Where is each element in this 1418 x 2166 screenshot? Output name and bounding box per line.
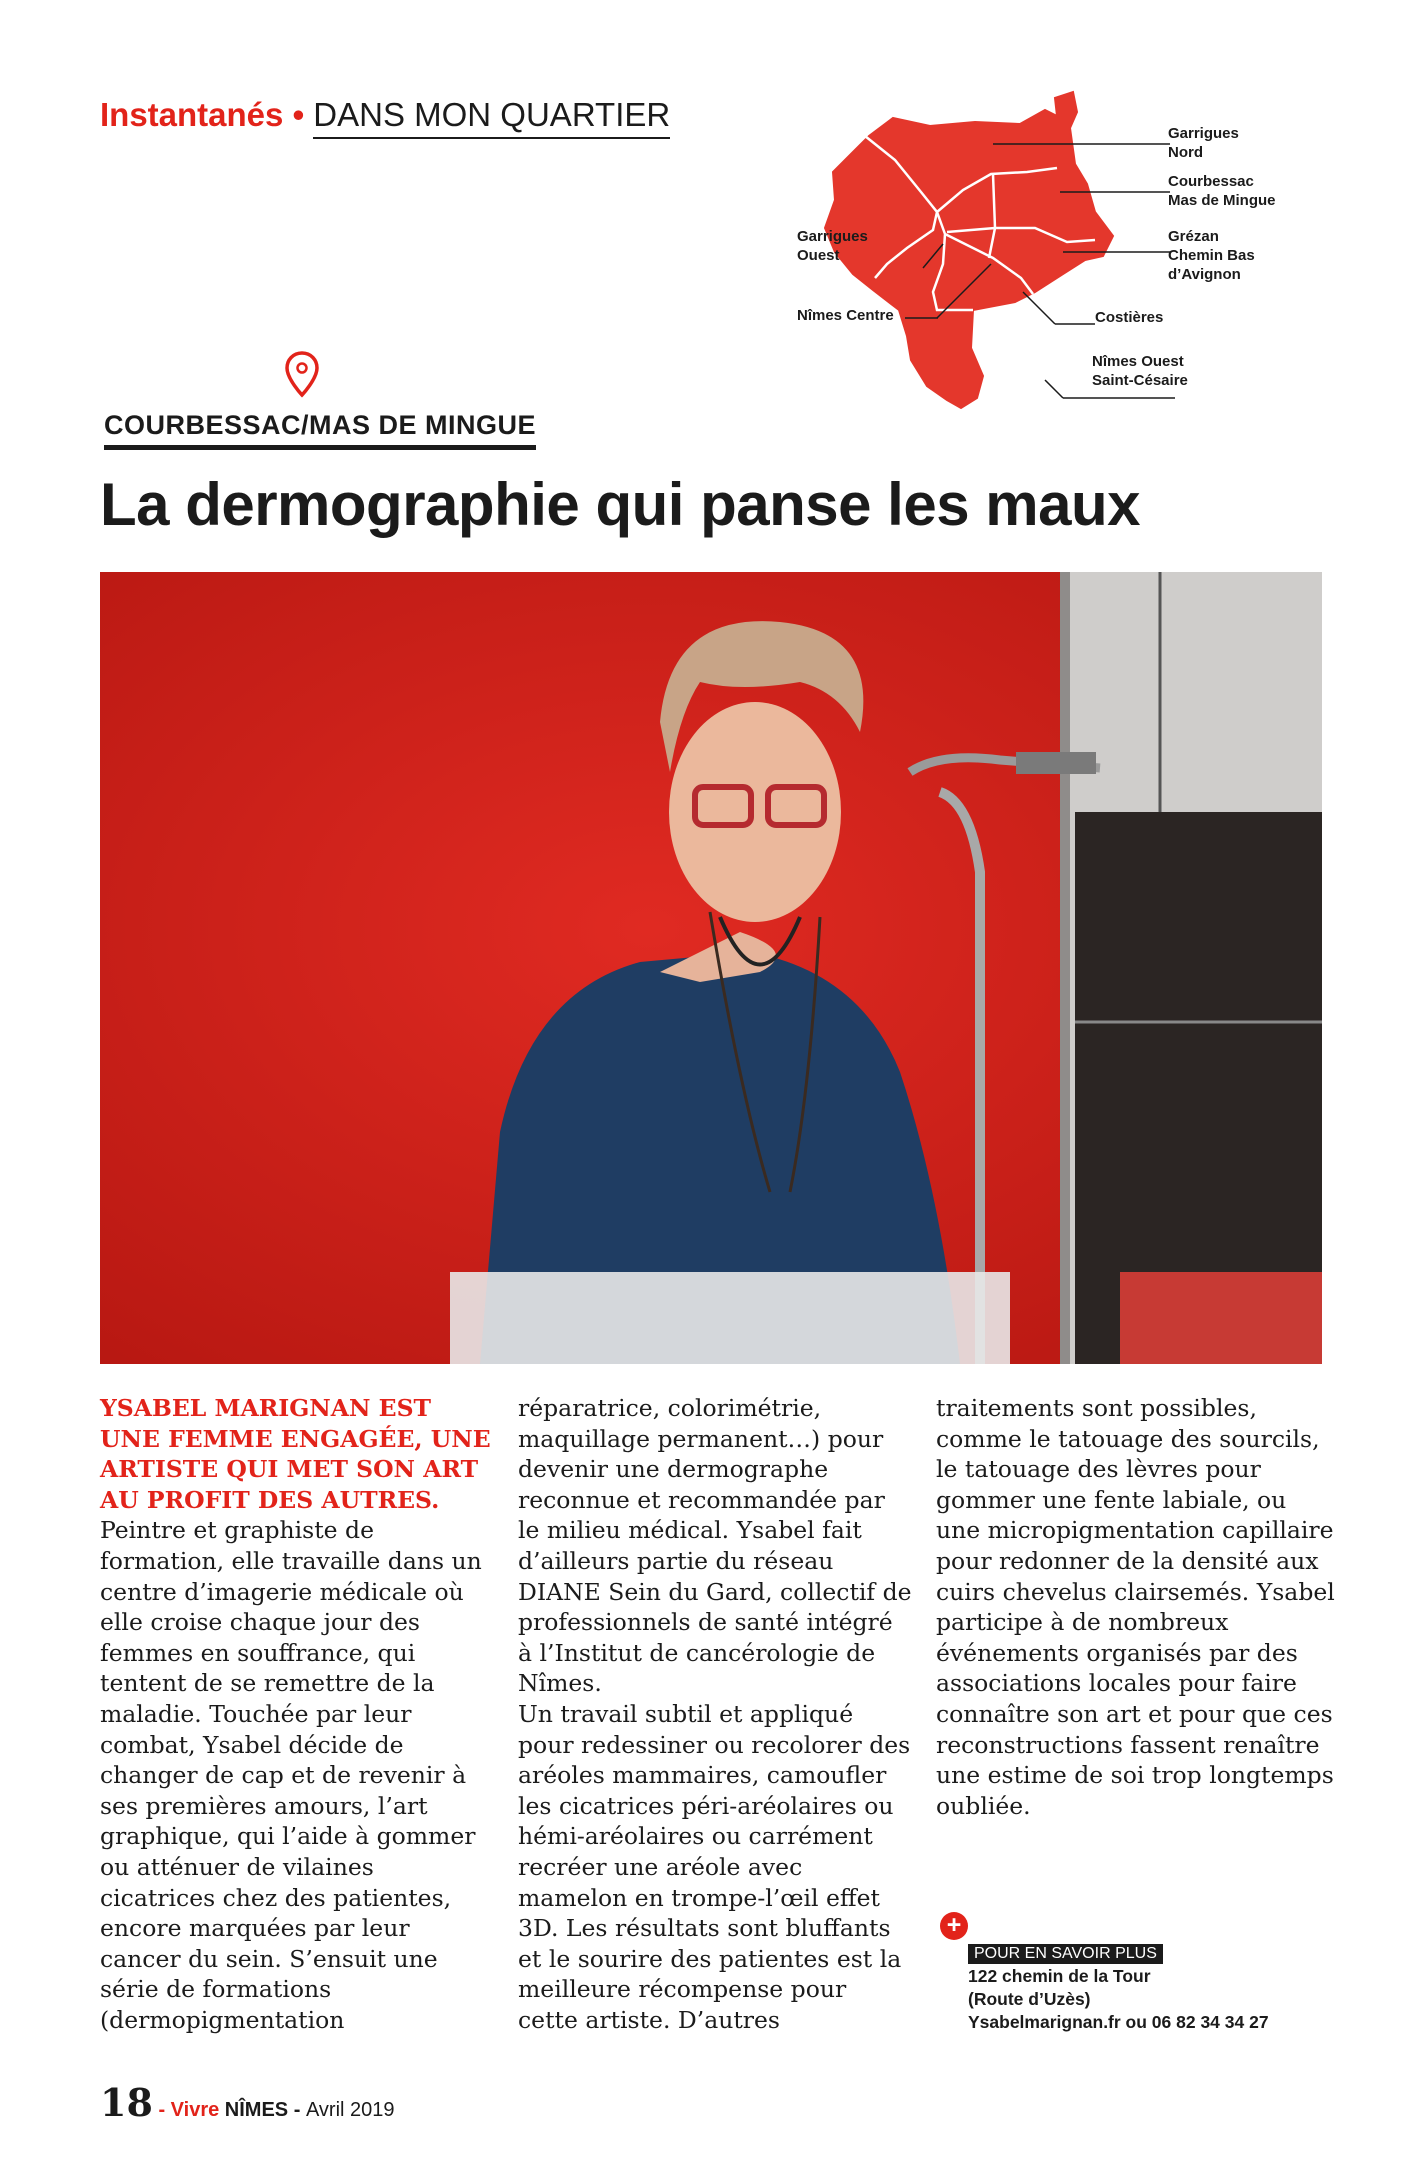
headline: La dermographie qui panse les maux xyxy=(100,471,1140,538)
address-line-1: 122 chemin de la Tour xyxy=(968,1966,1151,1986)
map-label-line: Courbessac xyxy=(1168,173,1254,190)
page-number: 18 xyxy=(100,2080,153,2125)
district-map xyxy=(795,88,1276,448)
rubric-title: Instantanés xyxy=(100,96,284,133)
map-label-nimes-centre: Nîmes Centre xyxy=(797,307,894,324)
article-body-col2-p2: Un travail subtil et appliqué pour redessiner ou recolorer des aréoles mammaires, camoufler les cicatrices péri-aréolaires ou hémi-aréolaires ou carrément recréer une aréole avec mamelon en trompe-l’œil effet 3D. Les résultats sont bluffants et le sourire des patientes est la meilleure récompense pour cette artiste. D’autres xyxy=(518,1699,911,2034)
website-phone: Ysabelmarignan.fr ou 06 82 34 34 27 xyxy=(968,2012,1269,2032)
article-column-3 xyxy=(936,1393,1336,1821)
issue-date: Avril 2019 xyxy=(305,2099,395,2121)
address-line-2: (Route d’Uzès) xyxy=(968,1989,1091,2009)
magazine-name-nimes: NÎMES xyxy=(219,2099,289,2121)
map-label-line: Chemin Bas xyxy=(1168,247,1255,264)
map-label-line: Mas de Mingue xyxy=(1168,192,1276,209)
magazine-name-vivre: Vivre xyxy=(170,2099,220,2121)
footer-dash: - xyxy=(288,2099,306,2121)
more-info-label: POUR EN SAVOIR PLUS xyxy=(968,1944,1163,1964)
portrait-photo-image xyxy=(100,572,1322,1364)
footer-dash: - xyxy=(152,2099,171,2121)
article-body-col2-p1: réparatrice, colorimétrie, maquillage permanent…) pour devenir une dermographe reconnue et recommandée par le milieu médical. Ysabel fait d’ailleurs partie du réseau DIANE Sein du Gard, collectif de professionnels de santé intégré à l’Institut de cancérologie de Nîmes. xyxy=(518,1394,912,1698)
portrait-photo xyxy=(100,572,1322,1364)
map-label-garrigues-ouest xyxy=(797,227,868,265)
contact-info xyxy=(968,1965,1269,2034)
map-label-nimes-ouest xyxy=(1092,352,1188,390)
map-label-line: Garrigues xyxy=(1168,125,1239,142)
map-label-line: Nord xyxy=(1168,144,1203,161)
map-label-line: Garrigues xyxy=(797,228,868,245)
article-body-col1: Peintre et graphiste de formation, elle travaille dans un centre d’imagerie médicale où elle croise chaque jour des femmes en souffrance, qui tentent de se remettre de la maladie. Touchée par leur combat, Ysabel décide de changer de cap et de revenir à ses premières amours, l’art graphique, qui l’aide à gommer ou atténuer de vilaines cicatrices chez des patientes, encore marquées par leur cancer du sein. S’ensuit une série de formations (dermopigmentation xyxy=(100,1516,482,2034)
map-label-grezan xyxy=(1168,227,1255,284)
plus-icon: + xyxy=(940,1912,968,1940)
map-label-line: Ouest xyxy=(797,247,840,264)
map-label-courbessac xyxy=(1168,172,1276,210)
article-lead: YSABEL MARIGNAN EST UNE FEMME ENGAGÉE, UNE ARTISTE QUI MET SON ART AU PROFIT DES AUTRES. xyxy=(100,1394,491,1514)
map-label-costieres: Costières xyxy=(1095,309,1164,326)
article-column-2 xyxy=(518,1393,913,2035)
rubric-separator: • xyxy=(292,96,305,133)
location-pin-icon xyxy=(284,350,320,398)
map-label-line: d’Avignon xyxy=(1168,266,1241,283)
map-label-line: Grézan xyxy=(1168,228,1219,245)
page-footer xyxy=(100,2080,395,2125)
section-rubric xyxy=(100,96,670,134)
neighborhood-label: COURBESSAC/MAS DE MINGUE xyxy=(104,410,536,450)
article-column-1 xyxy=(100,1393,495,2035)
map-label-line: Nîmes Ouest xyxy=(1092,353,1184,370)
map-label-garrigues-nord xyxy=(1168,124,1239,162)
map-label-line: Saint-Césaire xyxy=(1092,372,1188,389)
rubric-section: DANS MON QUARTIER xyxy=(313,96,670,139)
article-body-col3: traitements sont possibles, comme le tatouage des sourcils, le tatouage des lèvres pour gommer une fente labiale, ou une micropigmentation capillaire pour redonner de la densité aux cuirs chevelus clairsemés. Ysabel participe à de nombreux événements organisés par des associations locales pour faire connaître son art et pour que ces reconstructions fassent renaître une estime de soi trop longtemps oubliée. xyxy=(936,1394,1335,1820)
